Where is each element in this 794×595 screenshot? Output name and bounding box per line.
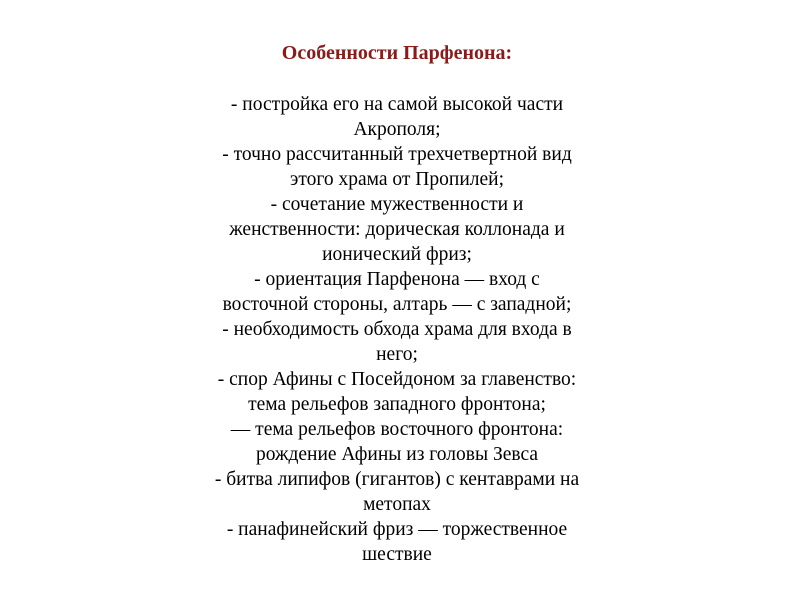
body-line: метопах	[363, 494, 431, 515]
body-line: тема рельефов западного фронтона;	[248, 394, 546, 415]
body-line: - ориентация Парфенона — вход с	[254, 269, 540, 290]
body-line: - точно рассчитанный трехчетвертной вид	[222, 144, 572, 165]
body-line: женственности: дорическая коллонада и	[229, 219, 565, 240]
slide-title: Особенности Парфенона:	[281, 42, 513, 64]
body-line: - постройка его на самой высокой части	[230, 94, 564, 115]
body-line: - спор Афины с Посейдоном за главенство:	[217, 369, 577, 390]
body-line: - сочетание мужественности и	[270, 194, 524, 215]
body-line: - битва липифов (гигантов) с кентаврами на	[214, 469, 580, 490]
body-line: — тема рельефов восточного фронтона:	[230, 419, 564, 440]
body-line: шествие	[362, 544, 432, 565]
slide-body	[170, 92, 624, 567]
body-line: него;	[376, 344, 418, 365]
body-line: ионический фриз;	[322, 244, 472, 265]
body-line: восточной стороны, алтарь — с западной;	[222, 294, 572, 315]
body-line: - необходимость обхода храма для входа в	[222, 319, 572, 340]
body-line: рождение Афины из головы Зевса	[255, 444, 539, 465]
body-line: этого храма от Пропилей;	[290, 169, 504, 190]
body-line: - панафинейский фриз — торжественное	[226, 519, 568, 540]
body-line: Акрополя;	[353, 119, 441, 140]
